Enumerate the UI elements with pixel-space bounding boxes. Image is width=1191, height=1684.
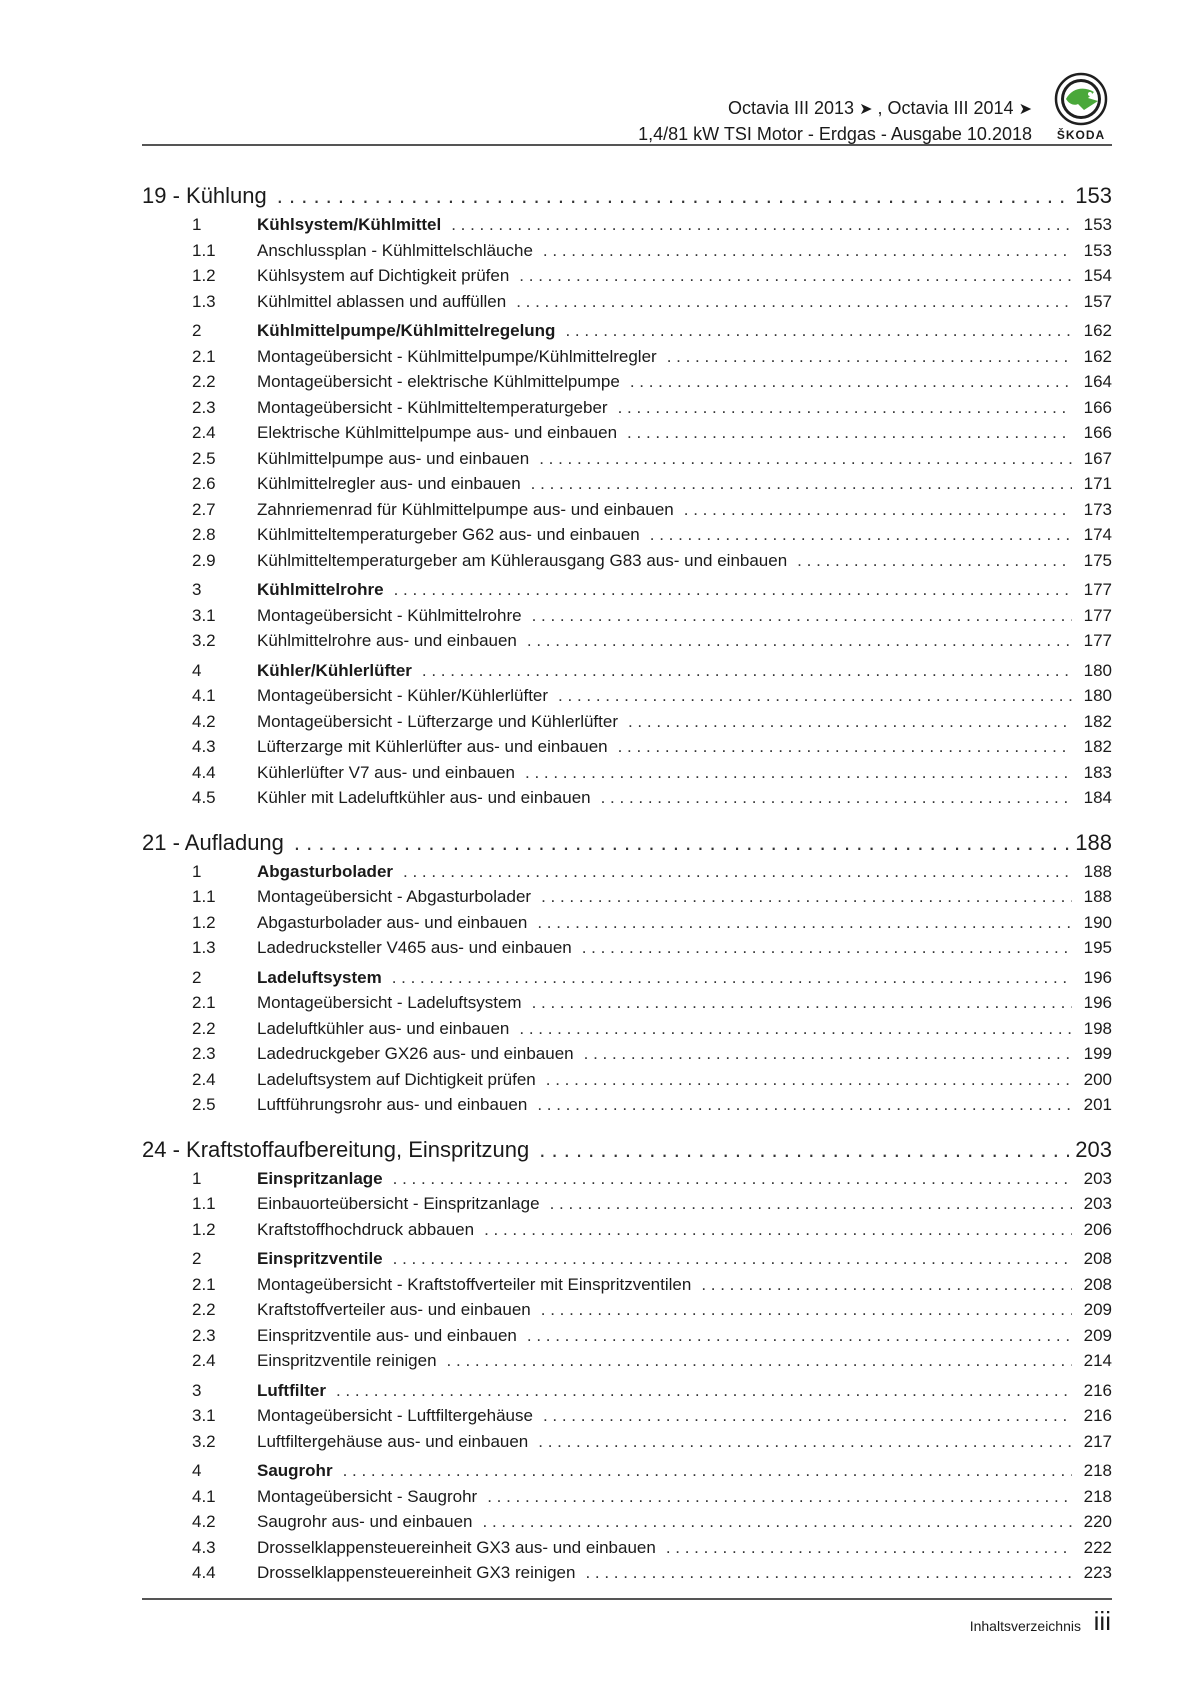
header-divider [142, 144, 1112, 146]
toc-entry-title: Elektrische Kühlmittelpumpe aus- und einbauen [257, 423, 618, 442]
toc-entry-number: 2.9 [192, 550, 216, 570]
table-of-contents [142, 180, 1112, 1586]
toc-leader [519, 1016, 1072, 1042]
toc-leader [277, 180, 1070, 212]
toc-entry-number: 3.1 [192, 605, 216, 625]
toc-entry[interactable] [142, 709, 1112, 735]
toc-entry[interactable] [142, 522, 1112, 548]
toc-entry-title: Einspritzanlage [257, 1168, 383, 1188]
toc-entry-number: 4.5 [192, 788, 216, 807]
toc-leader [565, 318, 1072, 344]
toc-entry[interactable] [142, 1166, 1112, 1192]
toc-entry[interactable] [142, 603, 1112, 629]
toc-entry-title: Montageübersicht - Ladeluftsystem [257, 993, 522, 1012]
toc-leader [601, 785, 1072, 811]
toc-entry-number: 2.4 [192, 1351, 216, 1370]
toc-leader [684, 497, 1072, 523]
toc-entry-title: Montageübersicht - Luftfiltergehäuse [257, 1406, 533, 1425]
toc-entry-number: 2.5 [192, 448, 216, 468]
toc-entry-title: Einspritzventile [257, 1249, 383, 1268]
toc-entry-title: Luftführungsrohr aus- und einbauen [257, 1095, 528, 1114]
toc-entry-page: 195 [1083, 938, 1112, 957]
toc-entry[interactable] [142, 1348, 1112, 1374]
toc-entry-page: 196 [1083, 993, 1112, 1012]
toc-entry[interactable] [142, 1429, 1112, 1455]
toc-leader [532, 603, 1072, 629]
toc-entry-title: Ladeluftsystem [257, 967, 382, 987]
toc-entry[interactable] [142, 446, 1112, 472]
toc-leader [543, 1403, 1072, 1429]
toc-entry[interactable] [142, 1323, 1112, 1349]
toc-entry-number: 1 [192, 861, 202, 881]
toc-entry-number: 2 [192, 967, 202, 987]
toc-leader [627, 420, 1072, 446]
toc-entry-number: 1.3 [192, 291, 216, 311]
toc-leader [447, 1348, 1072, 1374]
toc-entry-page: 177 [1083, 605, 1112, 625]
toc-entry-page: 173 [1083, 499, 1112, 519]
toc-entry-page: 174 [1083, 525, 1112, 544]
toc-entry[interactable] [142, 1560, 1112, 1586]
toc-entry-number: 4.2 [192, 711, 216, 731]
toc-leader [618, 734, 1072, 760]
toc-entry-title: Abgasturbolader aus- und einbauen [257, 912, 528, 932]
toc-entry-number: 3.2 [192, 1431, 216, 1451]
toc-entry-page: 188 [1083, 861, 1112, 881]
toc-entry[interactable] [142, 1509, 1112, 1535]
toc-entry-title: Montageübersicht - Saugrohr [257, 1486, 478, 1506]
toc-entry[interactable] [142, 1191, 1112, 1217]
toc-entry-number: 4.3 [192, 737, 216, 756]
toc-entry[interactable] [142, 884, 1112, 910]
toc-entry-number: 2.5 [192, 1095, 216, 1114]
toc-entry[interactable] [142, 548, 1112, 574]
toc-entry[interactable] [142, 1484, 1112, 1510]
toc-entry-number: 2.3 [192, 1325, 216, 1345]
toc-entry-title: Drosselklappensteuereinheit GX3 reinigen [257, 1563, 576, 1582]
toc-entry-page: 162 [1083, 321, 1112, 340]
toc-entry[interactable] [142, 344, 1112, 370]
toc-entry-page: 184 [1083, 788, 1112, 807]
toc-entry-title: Abgasturbolader [257, 861, 394, 881]
toc-entry-number: 4.4 [192, 762, 216, 782]
toc-entry-number: 2 [192, 321, 202, 340]
toc-entry-page: 209 [1083, 1300, 1112, 1319]
toc-leader [558, 683, 1072, 709]
toc-entry-title: Kühler mit Ladeluftkühler aus- und einbauen [257, 788, 591, 807]
toc-entry-number: 2.3 [192, 1044, 216, 1063]
toc-leader [543, 238, 1072, 264]
toc-entry-title: Kühlmittel ablassen und auffüllen [257, 291, 507, 311]
toc-entry[interactable] [142, 1067, 1112, 1093]
toc-entry[interactable] [142, 734, 1112, 760]
toc-entry-title: Kühlsystem/Kühlmittel [257, 215, 442, 234]
toc-leader [628, 709, 1072, 735]
toc-entry-title: Kühlmittelpumpe aus- und einbauen [257, 448, 530, 468]
toc-entry[interactable] [142, 1272, 1112, 1298]
toc-entry-title: Luftfiltergehäuse aus- und einbauen [257, 1431, 529, 1451]
toc-chapter-title: 21 - Aufladung [142, 829, 284, 855]
toc-entry[interactable] [142, 263, 1112, 289]
toc-entry[interactable] [142, 577, 1112, 603]
toc-entry-number: 2.4 [192, 1069, 216, 1089]
toc-entry-title: Ladedruckgeber GX26 aus- und einbauen [257, 1044, 574, 1063]
toc-leader [527, 628, 1072, 654]
toc-entry-number: 1.2 [192, 266, 216, 285]
toc-leader [797, 548, 1072, 574]
toc-entry[interactable] [142, 1535, 1112, 1561]
toc-entry-number: 1 [192, 215, 202, 234]
toc-entry-page: 218 [1083, 1486, 1112, 1506]
toc-leader [531, 471, 1072, 497]
toc-entry-page: 203 [1083, 1168, 1112, 1188]
toc-entry-number: 1.3 [192, 938, 216, 957]
toc-entry-number: 4.1 [192, 686, 216, 705]
toc-entry[interactable] [142, 990, 1112, 1016]
toc-chapter[interactable] [142, 1134, 1112, 1166]
toc-entry-number: 1 [192, 1168, 202, 1188]
toc-entry[interactable] [142, 212, 1112, 238]
toc-entry[interactable] [142, 965, 1112, 991]
toc-entry[interactable] [142, 683, 1112, 709]
toc-leader [630, 369, 1072, 395]
toc-entry-page: 216 [1083, 1380, 1112, 1400]
toc-entry-page: 222 [1083, 1537, 1112, 1557]
toc-leader [393, 1246, 1072, 1272]
toc-entry-title: Ladeluftkühler aus- und einbauen [257, 1018, 510, 1038]
toc-entry-title: Montageübersicht - elektrische Kühlmittelpumpe [257, 372, 620, 391]
toc-entry[interactable] [142, 369, 1112, 395]
toc-entry-page: 199 [1083, 1044, 1112, 1063]
page-header [142, 64, 1112, 144]
toc-entry-title: Montageübersicht - Kühlmittelrohre [257, 605, 522, 625]
brand-name: ŠKODA [1056, 128, 1106, 142]
toc-leader [483, 1509, 1073, 1535]
toc-entry-number: 2.3 [192, 397, 216, 417]
toc-leader [537, 910, 1072, 936]
toc-entry-title: Einspritzventile aus- und einbauen [257, 1325, 517, 1345]
toc-entry-page: 190 [1083, 912, 1112, 932]
toc-entry-title: Kühler/Kühlerlüfter [257, 660, 412, 680]
toc-entry-title: Drosselklappensteuereinheit GX3 aus- und einbauen [257, 1537, 656, 1557]
toc-entry-number: 1.1 [192, 887, 216, 906]
toc-entry-page: 208 [1083, 1249, 1112, 1268]
toc-leader [550, 1191, 1072, 1217]
toc-leader [294, 827, 1069, 859]
toc-entry-number: 2.7 [192, 499, 216, 519]
toc-chapter-page: 203 [1075, 1136, 1112, 1162]
toc-leader [667, 344, 1072, 370]
toc-chapter-title: 24 - Kraftstoffaufbereitung, Einspritzung [142, 1136, 530, 1162]
toc-entry-title: Anschlussplan - Kühlmittelschläuche [257, 240, 533, 260]
toc-entry-page: 166 [1083, 397, 1112, 417]
toc-entry-title: Kühlmittelrohre [257, 580, 384, 599]
toc-leader [546, 1067, 1072, 1093]
toc-entry-number: 1.2 [192, 912, 216, 932]
toc-entry[interactable] [142, 760, 1112, 786]
toc-entry[interactable] [142, 1403, 1112, 1429]
toc-entry[interactable] [142, 859, 1112, 885]
toc-entry-title: Kühlmitteltemperaturgeber G62 aus- und einbauen [257, 525, 640, 544]
toc-entry-page: 166 [1083, 423, 1112, 442]
toc-entry-number: 4 [192, 660, 202, 680]
toc-entry-title: Montageübersicht - Kühlmitteltemperaturgeber [257, 397, 608, 417]
toc-entry[interactable] [142, 935, 1112, 961]
toc-entry-number: 2.2 [192, 1300, 216, 1319]
toc-entry[interactable] [142, 471, 1112, 497]
toc-entry-number: 4.4 [192, 1563, 216, 1582]
toc-leader [527, 1323, 1072, 1349]
toc-entry-title: Kühlmittelregler aus- und einbauen [257, 474, 521, 493]
footer-divider [142, 1598, 1112, 1600]
toc-entry-page: 180 [1083, 660, 1112, 680]
arrow-right-icon: ➤ [1018, 101, 1032, 118]
toc-entry[interactable] [142, 1217, 1112, 1243]
toc-entry-title: Kühlmittelrohre aus- und einbauen [257, 631, 517, 650]
toc-chapter-title: 19 - Kühlung [142, 183, 267, 208]
toc-entry-number: 1.1 [192, 240, 216, 260]
toc-chapter[interactable] [142, 827, 1112, 859]
toc-entry-title: Saugrohr [257, 1461, 333, 1480]
toc-entry-title: Kühlerlüfter V7 aus- und einbauen [257, 762, 516, 782]
toc-entry-title: Montageübersicht - Lüfterzarge und Kühlerlüfter [257, 711, 618, 731]
toc-entry-number: 2.1 [192, 346, 216, 366]
toc-entry-title: Ladedrucksteller V465 aus- und einbauen [257, 938, 572, 957]
header-vehicle-2: , Octavia III 2014 [877, 98, 1014, 118]
toc-leader [393, 1166, 1072, 1192]
toc-entry-number: 3 [192, 1380, 202, 1400]
toc-leader [451, 212, 1072, 238]
toc-entry-page: 157 [1083, 291, 1112, 311]
toc-entry[interactable] [142, 1016, 1112, 1042]
toc-entry-title: Montageübersicht - Abgasturbolader [257, 887, 532, 906]
header-engine-edition: 1,4/81 kW TSI Motor - Erdgas - Ausgabe 10.2018 [638, 124, 1032, 144]
toc-entry-page: 153 [1083, 240, 1112, 260]
toc-entry-page: 216 [1083, 1406, 1112, 1425]
footer-page-number: iii [1093, 1606, 1111, 1636]
toc-entry-title: Kraftstoffverteiler aus- und einbauen [257, 1300, 531, 1319]
toc-entry-number: 3.1 [192, 1406, 216, 1425]
toc-entry-number: 1.1 [192, 1194, 216, 1213]
toc-entry[interactable] [142, 1458, 1112, 1484]
toc-entry-page: 208 [1083, 1274, 1112, 1294]
toc-entry[interactable] [142, 1297, 1112, 1323]
toc-leader [541, 1297, 1072, 1323]
toc-entry[interactable] [142, 497, 1112, 523]
toc-leader [584, 1041, 1072, 1067]
toc-entry-page: 164 [1083, 372, 1112, 391]
toc-leader [403, 859, 1072, 885]
toc-leader [336, 1378, 1072, 1404]
toc-leader [516, 289, 1072, 315]
toc-leader [525, 760, 1072, 786]
toc-entry-number: 2.8 [192, 525, 216, 544]
toc-entry-number: 2.6 [192, 474, 216, 493]
toc-leader [537, 1092, 1072, 1118]
toc-entry-number: 4.1 [192, 1486, 216, 1506]
toc-entry-page: 206 [1083, 1219, 1112, 1239]
toc-entry-number: 4.2 [192, 1512, 216, 1531]
toc-entry-number: 2.2 [192, 372, 216, 391]
toc-entry[interactable] [142, 1246, 1112, 1272]
toc-leader [541, 884, 1072, 910]
toc-entry[interactable] [142, 395, 1112, 421]
toc-entry[interactable] [142, 318, 1112, 344]
toc-entry-title: Luftfilter [257, 1380, 326, 1400]
toc-leader [701, 1272, 1072, 1298]
skoda-logo-icon [1054, 72, 1108, 126]
toc-entry-title: Einbauorteübersicht - Einspritzanlage [257, 1194, 540, 1213]
toc-entry-page: 218 [1083, 1461, 1112, 1480]
header-vehicle-1: Octavia III 2013 [727, 98, 855, 118]
toc-chapter[interactable] [142, 180, 1112, 212]
toc-entry[interactable] [142, 628, 1112, 654]
toc-entry-page: 162 [1083, 346, 1112, 366]
toc-entry-title: Montageübersicht - Kühler/Kühlerlüfter [257, 686, 549, 705]
toc-entry-title: Kraftstoffhochdruck abbauen [257, 1219, 475, 1239]
toc-entry-title: Montageübersicht - Kraftstoffverteiler mit Einspritzventilen [257, 1274, 692, 1294]
toc-entry[interactable] [142, 785, 1112, 811]
toc-entry-page: 209 [1083, 1325, 1112, 1345]
toc-entry-page: 182 [1083, 711, 1112, 731]
toc-entry-number: 3 [192, 580, 202, 599]
toc-entry-page: 182 [1083, 737, 1112, 756]
toc-leader [532, 990, 1072, 1016]
toc-entry-title: Kühlmitteltemperaturgeber am Kühlerausgang G83 aus- und einbauen [257, 550, 788, 570]
toc-entry-page: 180 [1083, 686, 1112, 705]
toc-entry-number: 3.2 [192, 631, 216, 650]
toc-entry-number: 2 [192, 1249, 202, 1268]
toc-entry-title: Einspritzventile reinigen [257, 1351, 437, 1370]
toc-entry-page: 188 [1083, 887, 1112, 906]
header-vehicles [728, 98, 1032, 119]
toc-entry-title: Montageübersicht - Kühlmittelpumpe/Kühlmittelregler [257, 346, 657, 366]
toc-entry[interactable] [142, 1378, 1112, 1404]
toc-chapter-page: 153 [1075, 183, 1112, 208]
toc-leader [539, 446, 1072, 472]
toc-entry-title: Zahnriemenrad für Kühlmittelpumpe aus- und einbauen [257, 499, 674, 519]
toc-entry-page: 171 [1083, 474, 1112, 493]
toc-leader [422, 658, 1072, 684]
toc-entry-page: 200 [1083, 1069, 1112, 1089]
toc-entry-page: 201 [1083, 1095, 1112, 1114]
toc-leader [394, 577, 1072, 603]
toc-entry-page: 154 [1083, 266, 1112, 285]
toc-entry-number: 4 [192, 1461, 202, 1480]
toc-entry-number: 2.1 [192, 993, 216, 1012]
toc-entry-title: Ladeluftsystem auf Dichtigkeit prüfen [257, 1069, 536, 1089]
toc-leader [538, 1429, 1072, 1455]
toc-entry-title: Lüfterzarge mit Kühlerlüfter aus- und einbauen [257, 737, 608, 756]
toc-entry-page: 220 [1083, 1512, 1112, 1531]
toc-entry-page: 203 [1083, 1194, 1112, 1213]
toc-entry-title: Kühlsystem auf Dichtigkeit prüfen [257, 266, 510, 285]
footer-label: Inhaltsverzeichnis [969, 1618, 1081, 1634]
toc-leader [392, 965, 1072, 991]
toc-leader [650, 522, 1072, 548]
toc-leader [666, 1535, 1072, 1561]
toc-entry-number: 1.2 [192, 1219, 216, 1239]
toc-entry-page: 196 [1083, 967, 1112, 987]
toc-entry[interactable] [142, 238, 1112, 264]
toc-entry-page: 223 [1083, 1563, 1112, 1582]
toc-entry-number: 4.3 [192, 1537, 216, 1557]
toc-chapter-page: 188 [1075, 829, 1112, 855]
arrow-right-icon: ➤ [859, 101, 873, 118]
toc-entry-page: 177 [1083, 631, 1112, 650]
toc-leader [585, 1560, 1072, 1586]
toc-entry[interactable] [142, 289, 1112, 315]
toc-entry-page: 153 [1083, 215, 1112, 234]
toc-entry-page: 214 [1083, 1351, 1112, 1370]
toc-entry-number: 2.1 [192, 1274, 216, 1294]
toc-entry-title: Saugrohr aus- und einbauen [257, 1512, 473, 1531]
toc-entry-page: 198 [1083, 1018, 1112, 1038]
toc-entry-page: 177 [1083, 580, 1112, 599]
toc-leader [519, 263, 1072, 289]
toc-entry-page: 183 [1083, 762, 1112, 782]
toc-entry-number: 2.2 [192, 1018, 216, 1038]
toc-leader [539, 1134, 1069, 1166]
toc-entry-page: 175 [1083, 550, 1112, 570]
toc-entry[interactable] [142, 1092, 1112, 1118]
toc-leader [484, 1217, 1072, 1243]
toc-leader [343, 1458, 1072, 1484]
toc-leader [582, 935, 1072, 961]
toc-leader [618, 395, 1072, 421]
toc-entry[interactable] [142, 658, 1112, 684]
toc-entry[interactable] [142, 1041, 1112, 1067]
toc-entry-page: 167 [1083, 448, 1112, 468]
toc-entry-title: Kühlmittelpumpe/Kühlmittelregelung [257, 321, 556, 340]
toc-entry[interactable] [142, 420, 1112, 446]
toc-leader [487, 1484, 1072, 1510]
toc-entry-page: 217 [1083, 1431, 1112, 1451]
toc-entry-number: 2.4 [192, 423, 216, 442]
toc-entry[interactable] [142, 910, 1112, 936]
